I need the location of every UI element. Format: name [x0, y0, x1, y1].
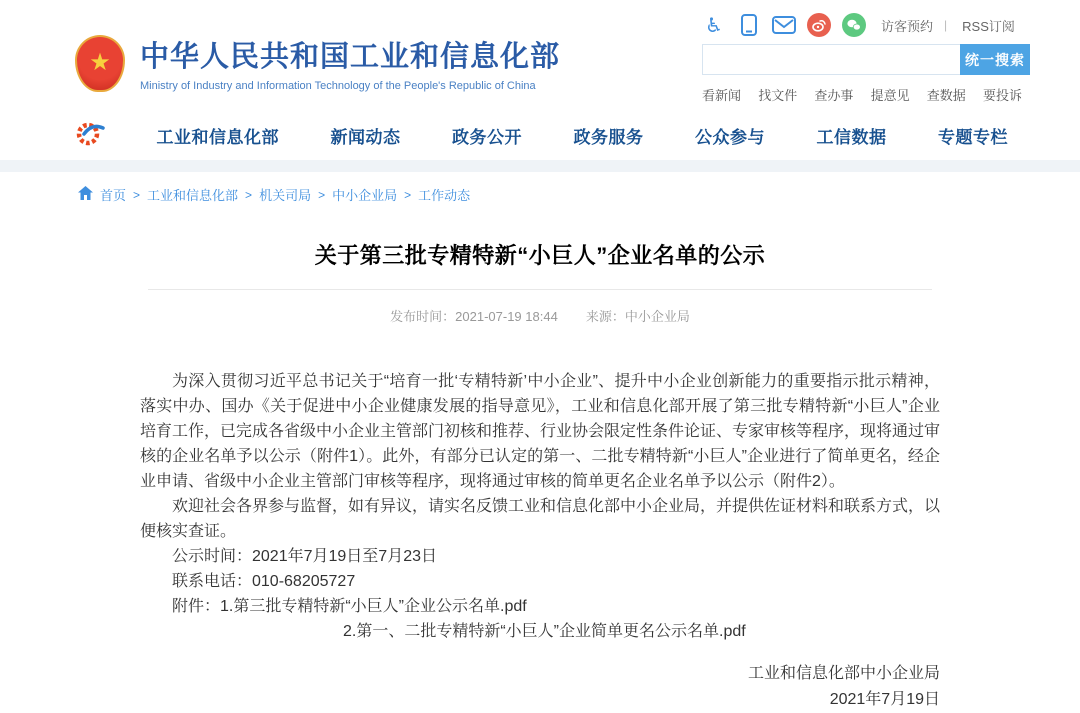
nav-item-special[interactable]: 专题专栏 — [938, 127, 1008, 147]
breadcrumb-separator: > — [133, 187, 141, 202]
search-button[interactable]: 统一搜索 — [960, 44, 1030, 75]
nav-item-gov-service[interactable]: 政务服务 — [573, 127, 644, 147]
mobile-icon[interactable] — [737, 13, 761, 37]
signature-date: 2021年7月19日 — [829, 691, 940, 708]
quick-link-suggest[interactable]: 提意见 — [870, 88, 910, 103]
brand-text — [140, 34, 560, 92]
breadcrumb-work-news[interactable]: 工作动态 — [418, 188, 471, 203]
contact-phone-line: 联系电话：010-68205727 — [172, 573, 356, 590]
search-bar — [702, 44, 1030, 75]
site-subtitle: Ministry of Industry and Information Technology of the People's Republic of China — [140, 80, 536, 92]
paragraph: 欢迎社会各界参与监督，如有异议，请实名反馈工业和信息化部中小企业局，并提供佐证材料和联系方式，以便核实查证。 — [140, 498, 941, 540]
attachment-2-link[interactable]: 2.第一、二批专精特新“小巨人”企业简单更名公示名单.pdf — [343, 623, 746, 640]
quick-link-complaint[interactable]: 要投诉 — [982, 88, 1022, 103]
breadcrumb-home[interactable]: 首页 — [100, 188, 127, 203]
search-input[interactable] — [702, 44, 960, 75]
weibo-icon[interactable] — [807, 13, 831, 37]
attachment-1-link[interactable]: 附件：1.第三批专精特新“小巨人”企业公示名单.pdf — [172, 598, 527, 615]
topbar — [702, 10, 1030, 40]
source: 来源：中小企业局 — [585, 309, 690, 324]
quick-link-services[interactable]: 查办事 — [814, 88, 854, 103]
site-header — [0, 0, 1080, 110]
breadcrumb-departments[interactable]: 机关司局 — [259, 188, 312, 203]
breadcrumb-separator: > — [245, 187, 253, 202]
topbar-separator: | — [944, 18, 948, 32]
public-time-line: 公示时间：2021年7月19日至7月23日 — [172, 548, 437, 565]
accessibility-icon[interactable]: ♿ — [705, 13, 723, 37]
nav-item-news[interactable]: 新闻动态 — [330, 127, 401, 147]
quick-link-data[interactable]: 查数据 — [926, 88, 966, 103]
wechat-icon[interactable] — [842, 13, 866, 37]
breadcrumb-separator: > — [404, 187, 412, 202]
national-emblem-icon: ★ — [75, 35, 125, 92]
breadcrumb-separator: > — [318, 187, 326, 202]
nav-item-public[interactable]: 公众参与 — [695, 127, 765, 147]
article-title: 关于第三批专精特新“小巨人”企业名单的公示 — [314, 243, 766, 268]
signature-department: 工业和信息化部中小企业局 — [747, 665, 940, 682]
site-brand — [75, 22, 560, 104]
publish-time: 发布时间：2021-07-19 18:44 — [390, 309, 558, 324]
visitor-appointment-link[interactable]: 访客预约 — [881, 18, 934, 34]
main-nav — [0, 110, 1080, 160]
quick-links — [702, 85, 1022, 104]
nav-item-miit[interactable]: 工业和信息化部 — [156, 127, 279, 147]
nav-item-data[interactable]: 工信数据 — [816, 127, 887, 147]
breadcrumb-sme-bureau[interactable]: 中小企业局 — [332, 188, 398, 203]
header-right — [702, 6, 1030, 104]
breadcrumb — [0, 172, 1080, 213]
site-title: 中华人民共和国工业和信息化部 — [140, 41, 561, 73]
paragraph: 为深入贯彻习近平总书记关于“培育一批‘专精特新’中小企业”、提升中小企业创新能力的重要指示批示精神，落实中办、国办《关于促进中小企业健康发展的指导意见》，工业和信息化部开展了第三批专精特新“小巨人”企业培育工作，已完成各省级中小企业主管部门初核和推荐、行业协会限定性条件论证、专家审核等程序，现将通过审核的企业名单予以公示（附件1）。此外，有部分已认定的第一、二批专精特新“小巨人”企业进行了简单更名，经企业申请、省级中小企业主管部门审核等程序，现将通过审核的简单更名企业名单予以公示（附件2）。 — [140, 373, 941, 490]
quick-link-files[interactable]: 找文件 — [758, 88, 798, 103]
article — [140, 239, 940, 713]
home-icon — [78, 186, 93, 203]
nav-item-gov-open[interactable]: 政务公开 — [452, 127, 522, 147]
article-body — [140, 369, 940, 644]
nav-separator-band — [0, 160, 1080, 172]
miit-gear-icon — [75, 117, 105, 154]
quick-link-news[interactable]: 看新闻 — [702, 88, 742, 103]
signature-block — [140, 661, 940, 713]
title-divider — [148, 289, 932, 290]
rss-subscribe-link[interactable]: RSS订阅 — [962, 18, 1015, 34]
article-meta — [140, 306, 940, 325]
breadcrumb-miit[interactable]: 工业和信息化部 — [147, 188, 239, 203]
mail-icon[interactable] — [772, 13, 796, 37]
